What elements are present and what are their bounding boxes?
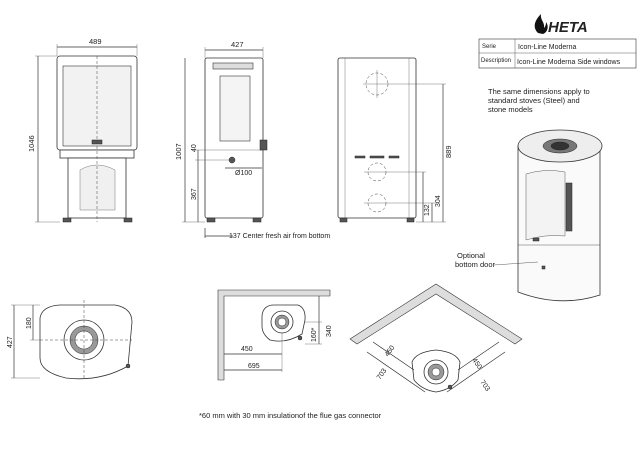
flue-gas-footnote: *60 mm with 30 mm insulationof the flue gas connector — [199, 411, 382, 420]
dim-back-304: 304 — [435, 195, 442, 207]
dim-side-40: 40 — [191, 144, 198, 152]
dim-corner-703-right: 703 — [478, 379, 491, 393]
brand-name: HETA — [548, 19, 588, 36]
dim-wall-450: 450 — [241, 346, 253, 353]
dim-side-d100: Ø100 — [235, 170, 253, 177]
heta-logo — [535, 14, 588, 36]
corner-installation-view — [350, 284, 522, 393]
dim-side-367: 367 — [191, 188, 198, 200]
dim-wall-160: 160* — [311, 327, 318, 342]
table-label-description: Description — [481, 58, 512, 64]
table-label-serie: Serie — [482, 44, 497, 50]
dim-corner-703-left: 703 — [375, 367, 389, 382]
side-view — [174, 40, 330, 240]
dim-corner-450-right: 450 — [470, 357, 483, 371]
dim-corner-450-left: 450 — [383, 344, 397, 359]
steel-note-line-1: The same dimensions apply to — [488, 87, 590, 96]
wall-installation-view — [218, 290, 333, 380]
steel-note-line-2: standard stoves (Steel) and — [488, 96, 580, 105]
front-view — [27, 37, 137, 222]
dim-front-height: 1046 — [27, 135, 36, 152]
dim-wall-340: 340 — [326, 325, 333, 337]
steel-note-line-3: stone models — [488, 105, 533, 114]
optional-door-line-1: Optional — [457, 251, 485, 260]
table-value-description: Icon-Line Moderna Side windows — [517, 59, 621, 66]
dim-wall-695: 695 — [248, 363, 260, 370]
dim-top-180: 180 — [26, 317, 33, 329]
dim-side-depth: 427 — [231, 40, 244, 49]
dim-back-889: 889 — [444, 145, 453, 158]
dim-front-width: 489 — [89, 37, 102, 46]
top-view — [7, 300, 132, 380]
optional-door-line-2: bottom door — [455, 260, 496, 269]
table-value-serie: Icon-Line Moderna — [518, 44, 577, 51]
stove-3d-view — [518, 130, 602, 301]
fresh-air-note: 137 Center fresh air from bottom — [229, 233, 331, 240]
dim-top-427: 427 — [7, 336, 14, 348]
flame-icon — [535, 14, 548, 34]
dim-back-132: 132 — [424, 204, 431, 216]
back-view — [338, 58, 453, 222]
dim-side-1007: 1007 — [174, 143, 183, 160]
info-table — [479, 39, 636, 68]
